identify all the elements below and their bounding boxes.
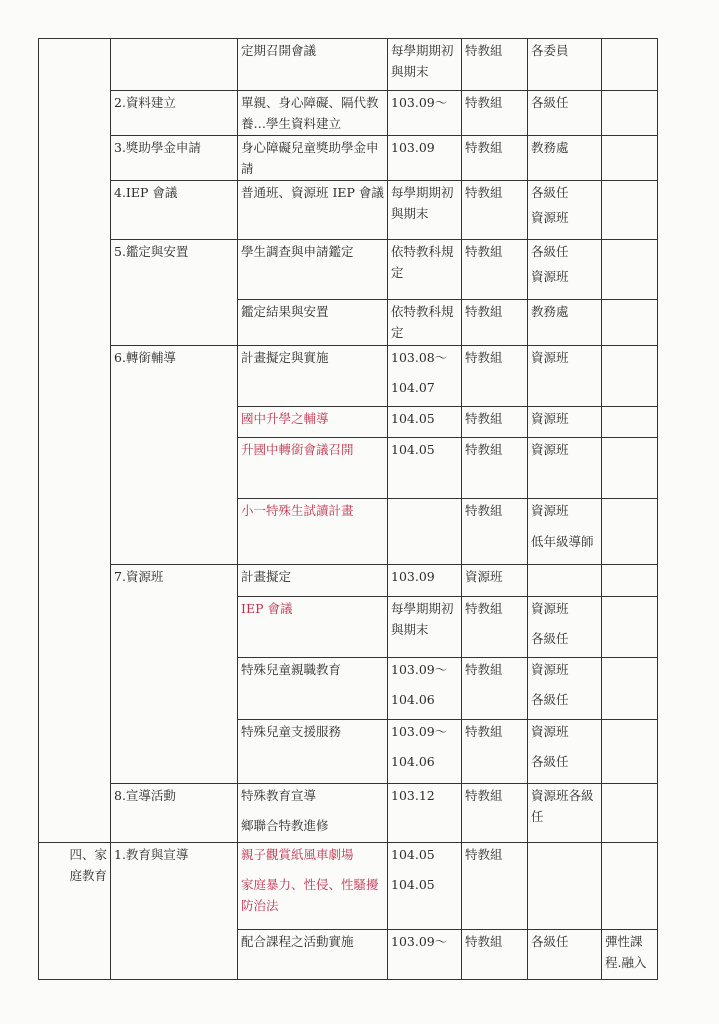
unit-cell: 特教組 bbox=[462, 407, 528, 438]
time-cell: 103.09 bbox=[388, 565, 462, 597]
section-line: 庭教育 bbox=[69, 868, 107, 883]
people-cell: 教務處 bbox=[528, 136, 602, 181]
task-cell: 特殊兒童支援服務 bbox=[238, 720, 388, 784]
task-cell: 單親、身心障礙、隔代教養…學生資料建立 bbox=[238, 91, 388, 136]
time-cell bbox=[388, 658, 462, 720]
people-line: 資源班 bbox=[531, 269, 569, 284]
task-line: 鄉聯合特教進修 bbox=[241, 818, 329, 833]
note-cell bbox=[602, 136, 658, 181]
task-line: 親子觀賞紙風車劇場 bbox=[241, 847, 354, 862]
unit-cell: 特教組 bbox=[462, 784, 528, 843]
time-cell: 103.09～ bbox=[388, 930, 462, 980]
table-row bbox=[39, 39, 658, 91]
note-cell bbox=[602, 658, 658, 720]
unit-cell: 特教組 bbox=[462, 39, 528, 91]
people-cell bbox=[528, 565, 602, 597]
time-cell: 103.09 bbox=[388, 136, 462, 181]
section-line: 四、家 bbox=[69, 847, 107, 862]
note-cell bbox=[602, 597, 658, 658]
task-cell: 學生調查與申請鑑定 bbox=[238, 240, 388, 300]
note-cell bbox=[602, 720, 658, 784]
time-line: 103.09～ bbox=[391, 724, 448, 739]
table-row bbox=[39, 91, 658, 136]
people-cell bbox=[528, 843, 602, 930]
item-cell: 7.資源班 bbox=[111, 565, 238, 784]
people-cell: 資源班 bbox=[528, 438, 602, 499]
unit-cell: 資源班 bbox=[462, 565, 528, 597]
people-cell: 各級任 bbox=[528, 930, 602, 980]
people-line: 各級任 bbox=[531, 185, 569, 200]
time-cell: 每學期期初與期末 bbox=[388, 597, 462, 658]
people-line: 各級任 bbox=[531, 244, 569, 259]
table-row bbox=[39, 181, 658, 240]
item-cell: 1.教育與宣導 bbox=[111, 843, 238, 980]
schedule-table bbox=[38, 38, 658, 980]
time-cell: 104.05 bbox=[388, 407, 462, 438]
people-cell: 資源班 bbox=[528, 346, 602, 407]
people-line: 各級任 bbox=[531, 631, 569, 646]
time-cell: 依特教科規定 bbox=[388, 300, 462, 346]
note-cell bbox=[602, 565, 658, 597]
note-cell bbox=[602, 181, 658, 240]
time-cell: 依特教科規定 bbox=[388, 240, 462, 300]
task-cell: 計畫擬定與實施 bbox=[238, 346, 388, 407]
table-row bbox=[39, 240, 658, 300]
unit-cell: 特教組 bbox=[462, 843, 528, 930]
table-row bbox=[39, 565, 658, 597]
task-cell: 配合課程之活動實施 bbox=[238, 930, 388, 980]
time-cell: 每學期期初與期末 bbox=[388, 39, 462, 91]
time-line: 104.06 bbox=[391, 754, 435, 769]
time-cell: 103.12 bbox=[388, 784, 462, 843]
people-line: 資源班 bbox=[531, 210, 569, 225]
people-cell bbox=[528, 597, 602, 658]
task-cell: 身心障礙兒童獎助學金申請 bbox=[238, 136, 388, 181]
item-cell: 3.獎助學金申請 bbox=[111, 136, 238, 181]
item-cell: 6.轉銜輔導 bbox=[111, 346, 238, 565]
unit-cell: 特教組 bbox=[462, 136, 528, 181]
time-line: 104.05 bbox=[391, 847, 435, 862]
time-line: 103.09～ bbox=[391, 662, 448, 677]
unit-cell: 特教組 bbox=[462, 499, 528, 565]
task-cell: 升國中轉銜會議召開 bbox=[238, 438, 388, 499]
people-line: 低年級導師 bbox=[531, 534, 594, 549]
people-line: 各級任 bbox=[531, 754, 569, 769]
unit-cell: 特教組 bbox=[462, 346, 528, 407]
unit-cell: 特教組 bbox=[462, 181, 528, 240]
unit-cell: 特教組 bbox=[462, 597, 528, 658]
people-line: 資源班 bbox=[531, 662, 569, 677]
table-row bbox=[39, 346, 658, 407]
note-cell bbox=[602, 39, 658, 91]
table-row bbox=[39, 843, 658, 930]
task-cell: 小一特殊生試讀計畫 bbox=[238, 499, 388, 565]
unit-cell: 特教組 bbox=[462, 300, 528, 346]
time-line: 104.07 bbox=[391, 380, 435, 395]
task-line: 特殊教育宣導 bbox=[241, 788, 317, 803]
item-cell: 2.資料建立 bbox=[111, 91, 238, 136]
item-cell: 5.鑑定與安置 bbox=[111, 240, 238, 346]
table-row bbox=[39, 136, 658, 181]
note-cell bbox=[602, 499, 658, 565]
people-line: 資源班 bbox=[531, 503, 569, 518]
section-cell bbox=[39, 843, 111, 980]
time-cell: 每學期期初與期末 bbox=[388, 181, 462, 240]
task-line: 家庭暴力、性侵、性騷擾防治法 bbox=[241, 877, 379, 913]
unit-cell: 特教組 bbox=[462, 438, 528, 499]
people-line: 各級任 bbox=[531, 692, 569, 707]
task-cell: 定期召開會議 bbox=[238, 39, 388, 91]
unit-cell: 特教組 bbox=[462, 930, 528, 980]
note-cell bbox=[602, 843, 658, 930]
note-cell bbox=[602, 784, 658, 843]
task-cell bbox=[238, 784, 388, 843]
unit-cell: 特教組 bbox=[462, 91, 528, 136]
note-cell bbox=[602, 346, 658, 407]
people-cell bbox=[528, 181, 602, 240]
people-cell bbox=[528, 720, 602, 784]
time-cell: 103.09～ bbox=[388, 91, 462, 136]
note-cell bbox=[602, 438, 658, 499]
time-line: 104.05 bbox=[391, 877, 435, 892]
note-cell bbox=[602, 91, 658, 136]
time-cell bbox=[388, 720, 462, 784]
task-cell: 普通班、資源班 IEP 會議 bbox=[238, 181, 388, 240]
task-cell: IEP 會議 bbox=[238, 597, 388, 658]
people-cell: 各委員 bbox=[528, 39, 602, 91]
item-cell: 4.IEP 會議 bbox=[111, 181, 238, 240]
people-cell bbox=[528, 240, 602, 300]
people-cell bbox=[528, 499, 602, 565]
item-cell: 8.宣導活動 bbox=[111, 784, 238, 843]
people-cell bbox=[528, 658, 602, 720]
unit-cell: 特教組 bbox=[462, 658, 528, 720]
people-cell: 教務處 bbox=[528, 300, 602, 346]
time-cell bbox=[388, 346, 462, 407]
time-cell: 104.05 bbox=[388, 438, 462, 499]
note-cell bbox=[602, 300, 658, 346]
time-cell bbox=[388, 499, 462, 565]
people-cell: 資源班 bbox=[528, 407, 602, 438]
unit-cell: 特教組 bbox=[462, 720, 528, 784]
unit-cell: 特教組 bbox=[462, 240, 528, 300]
table-row bbox=[39, 784, 658, 843]
time-line: 103.08～ bbox=[391, 350, 448, 365]
people-cell: 各級任 bbox=[528, 91, 602, 136]
task-cell bbox=[238, 843, 388, 930]
task-cell: 計畫擬定 bbox=[238, 565, 388, 597]
time-cell bbox=[388, 843, 462, 930]
note-cell bbox=[602, 240, 658, 300]
people-line: 資源班 bbox=[531, 601, 569, 616]
task-cell: 國中升學之輔導 bbox=[238, 407, 388, 438]
time-line: 104.06 bbox=[391, 692, 435, 707]
note-cell: 彈性課程.融入 bbox=[602, 930, 658, 980]
task-cell: 鑑定結果與安置 bbox=[238, 300, 388, 346]
task-cell: 特殊兒童親職教育 bbox=[238, 658, 388, 720]
item-cell bbox=[111, 39, 238, 91]
people-line: 資源班 bbox=[531, 724, 569, 739]
note-cell bbox=[602, 407, 658, 438]
people-cell: 資源班各級任 bbox=[528, 784, 602, 843]
section-cell bbox=[39, 39, 111, 843]
